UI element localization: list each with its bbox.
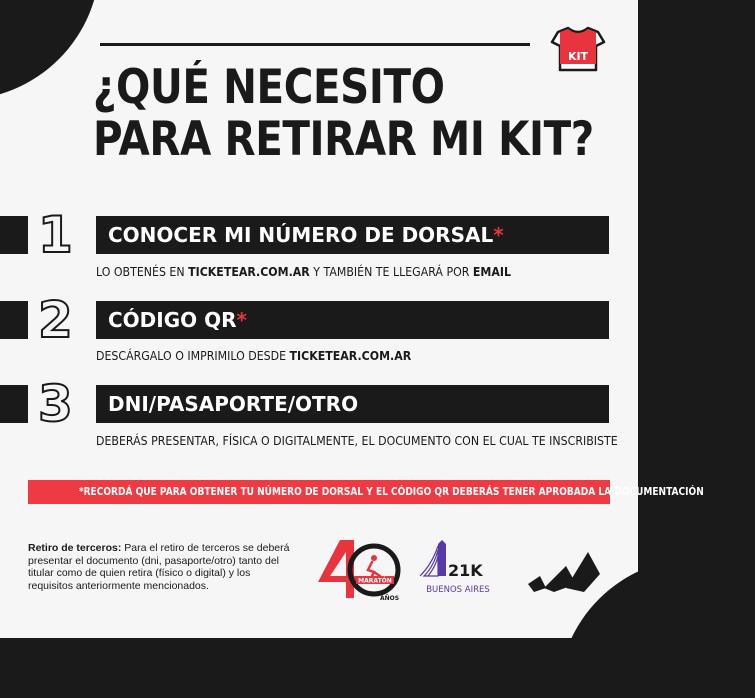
- title-line-2: PARA RETIRAR MI KIT?: [93, 112, 594, 167]
- kit-badge-text: KIT: [567, 50, 589, 63]
- maraton-40-anos-logo: [314, 536, 404, 606]
- step-3-title-bar: [96, 385, 609, 423]
- step-1-number: 1: [38, 206, 73, 264]
- step-2-subtitle: [96, 348, 411, 363]
- step-3-title: DNI/PASAPORTE/OTRO: [108, 392, 359, 416]
- step-1-sub-mid: Y TAMBIÉN TE LLEGARÁ POR: [309, 264, 473, 279]
- step-1-sub-bold-1: TICKETEAR.COM.AR: [188, 264, 310, 279]
- anos-text: AÑOS: [380, 595, 400, 602]
- step-1-title-bar: [96, 216, 609, 254]
- buenos-aires-text: BUENOS AIRES: [426, 585, 490, 595]
- top-divider: [100, 43, 530, 46]
- adidas-logo: [526, 548, 602, 596]
- step-2-sub-text: DESCÁRGALO O IMPRIMILO DESDE: [96, 348, 290, 363]
- step-1-asterisk: *: [493, 223, 504, 247]
- step-2-title-bar: [96, 301, 609, 339]
- step-1-title: CONOCER MI NÚMERO DE DORSAL: [108, 223, 494, 247]
- 21k-text: 21K: [448, 561, 483, 580]
- third-party-text: Para el retiro de terceros se deberá presentar el documento (dni, pasaporte/otro) tanto del titular como de quien retira (físico o digital) y los requisitos anteriormente mencionados.: [28, 542, 290, 592]
- documentation-note-banner: [28, 480, 704, 504]
- maraton-text: MARATÓN: [358, 577, 392, 585]
- title-line-1: ¿QUÉ NECESITO: [93, 60, 445, 115]
- step-1-sub-bold-2: EMAIL: [472, 264, 511, 279]
- step-2-asterisk: *: [236, 308, 247, 332]
- step-1-sub-text: LO OBTENÉS EN: [96, 264, 189, 279]
- corner-decoration-top-left: [0, 0, 100, 100]
- step-2-title: CÓDIGO QR: [108, 308, 237, 332]
- 21k-buenos-aires-logo: [418, 536, 498, 600]
- step-1-subtitle: [96, 264, 511, 279]
- step-3-number: 3: [38, 375, 73, 433]
- third-party-pickup-info: [28, 542, 298, 592]
- step-3-sub-text: DEBERÁS PRESENTAR, FÍSICA O DIGITALMENTE, EL DOCUMENTO CON EL CUAL TE INSCRIBISTE: [96, 433, 618, 448]
- tshirt-kit-icon: [550, 26, 606, 74]
- step-3-left-bar: [0, 385, 28, 423]
- step-2-number: 2: [38, 291, 73, 349]
- step-2-sub-bold-1: TICKETEAR.COM.AR: [289, 348, 412, 363]
- page-title: [93, 60, 594, 167]
- third-party-label: Retiro de terceros:: [28, 542, 122, 554]
- documentation-note-text: *RECORDÁ QUE PARA OBTENER TU NÚMERO DE DORSAL Y EL CÓDIGO QR DEBERÁS TENER APROBADA LA DOCUMENTACIÓN: [78, 486, 704, 498]
- step-1-left-bar: [0, 216, 28, 254]
- step-2-left-bar: [0, 301, 28, 339]
- step-3-subtitle: [96, 433, 618, 448]
